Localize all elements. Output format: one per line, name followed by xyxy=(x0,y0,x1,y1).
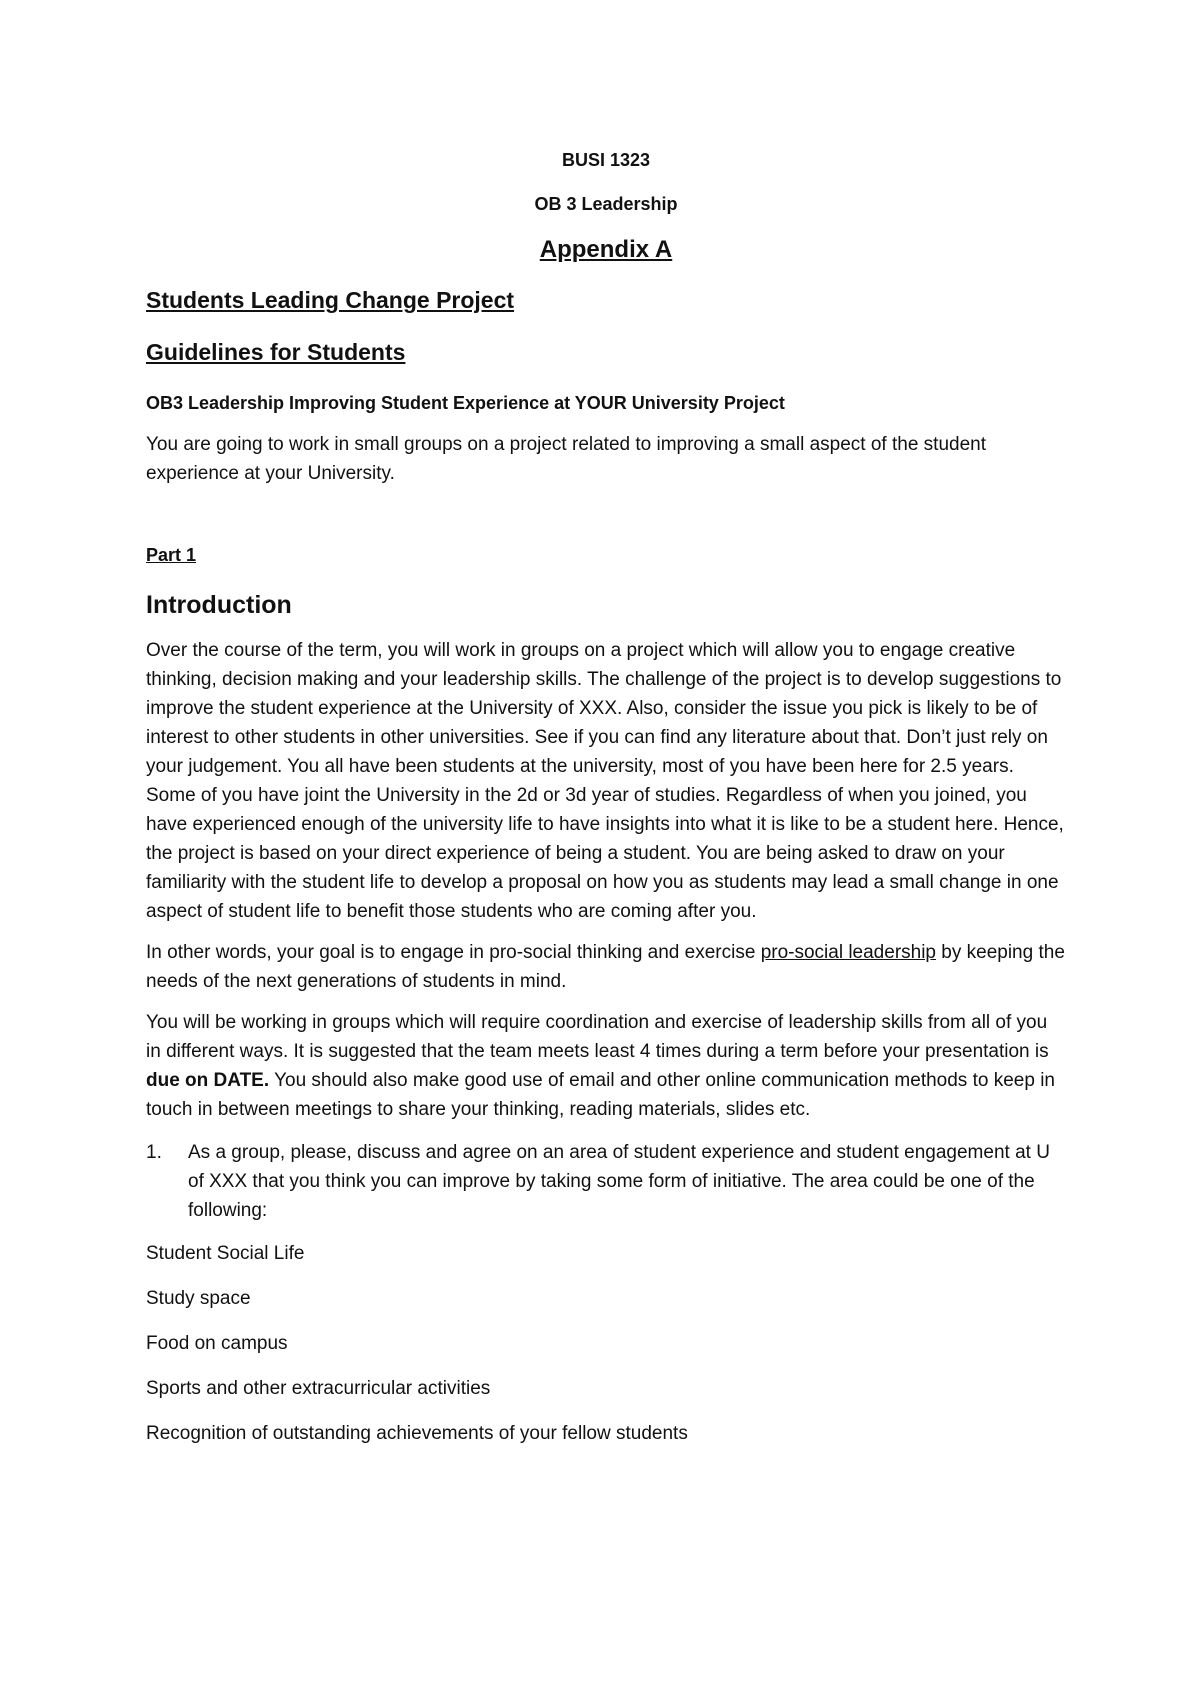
area-item: Food on campus xyxy=(146,1333,288,1354)
area-item: Sports and other extracurricular activities xyxy=(146,1378,491,1399)
intro-paragraph: You are going to work in small groups on a project related to improving a small aspect of the student experience at your University. xyxy=(146,434,986,484)
project-heading: Students Leading Change Project xyxy=(146,287,515,313)
guidelines-heading: Guidelines for Students xyxy=(146,339,406,365)
paragraph-text: You will be working in groups which will require coordination and exercise of leadership skills from all of you in different ways. It is suggested that the team meets least 4 times during a term before your presentation is xyxy=(146,1012,1049,1062)
paragraph-text: You should also make good use of email and other online communication methods to keep in touch in between meetings to share your thinking, reading materials, slides etc. xyxy=(146,1070,1055,1120)
appendix-heading: Appendix A xyxy=(539,236,673,263)
section-heading-introduction: Introduction xyxy=(146,591,292,619)
areas-list xyxy=(146,1239,1066,1448)
due-date-text: due on DATE. xyxy=(146,1070,270,1091)
list-item-text: As a group, please, discuss and agree on an area of student experience and student engagement at U of XXX that you think you can improve by taking some form of initiative. The area could be one of the following: xyxy=(188,1142,1050,1221)
part-label: Part 1 xyxy=(146,545,197,565)
pro-social-paragraph xyxy=(146,938,1066,996)
area-item: Study space xyxy=(146,1288,251,1309)
document-content xyxy=(146,140,1066,1464)
numbered-list-item xyxy=(146,1138,1066,1225)
course-title: OB 3 Leadership xyxy=(534,194,678,214)
paragraph-text: by keeping the needs of the next generations of students in mind. xyxy=(146,942,1065,992)
list-number: 1. xyxy=(146,1142,162,1163)
pro-social-leadership-link[interactable]: pro-social leadership xyxy=(760,942,937,963)
area-item: Recognition of outstanding achievements of your fellow students xyxy=(146,1423,688,1444)
groups-paragraph xyxy=(146,1008,1066,1124)
paragraph-text: In other words, your goal is to engage in pro-social thinking and exercise xyxy=(146,942,761,963)
course-code: BUSI 1323 xyxy=(561,150,651,170)
introduction-paragraph: Over the course of the term, you will work in groups on a project which will allow you to engage creative thinking, decision making and your leadership skills. The challenge of the project is to develop suggestions to improve the student experience at the University of XXX. Also, consider the issue you pick is likely to be of interest to other students in other universities. See if you can find any literature about that. Don’t just rely on your judgement. You all have been students at the university, most of you have been here for 2.5 years. Some of you have joint the University in the 2d or 3d year of studies. Regardless of when you joined, you have experienced enough of the university life to have insights into what it is like to be a student here. Hence, the project is based on your direct experience of being a student. You are being asked to draw on your familiarity with the student life to develop a proposal on how you as students may lead a small change in one aspect of student life to benefit those students who are coming after you. xyxy=(146,640,1064,922)
project-title: OB3 Leadership Improving Student Experience at YOUR University Project xyxy=(146,393,785,413)
area-item: Student Social Life xyxy=(146,1243,305,1264)
